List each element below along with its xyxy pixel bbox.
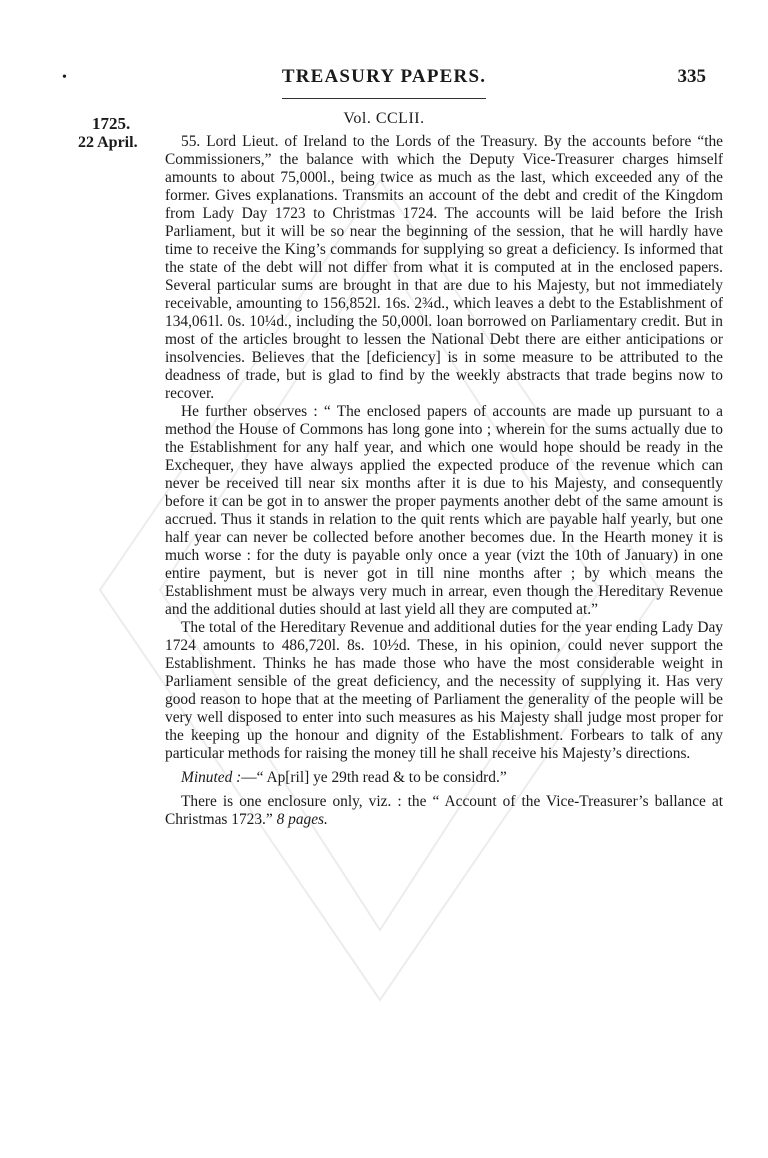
enclosure-pages: 8 pages. [276,811,328,828]
entry-paragraph-2: He further observes : “ The enclosed papers of accounts are made up pursuant to a method the House of Commons has long gone into ; wherein for the sums actually due to the Establishment for any half year, and which one would hope should be ready in the Exchequer, they have always applied the expected produce of the revenue which can never be received till near six months after it is due to his Majesty, and consequently before it can be got in to answer the proper payments another debt of the same amount is accrued. Thus it stands in relation to the quit rents which are payable half yearly, but one half year can never be collected before another becomes due. In the Hearth money it is much worse : for the duty is payable only once a year (vizt the 10th of January) in one entire payment, but is never got in till nine months after ; by which means the Establishment must be always very much in arrear, even though the Hereditary Revenue and the additional duties should at last yield all they are computed at.” [165,403,723,618]
page-number: 335 [677,66,706,87]
header-dot: • [62,70,67,85]
enclosure-text: There is one enclosure only, viz. : the “ Account of the Vice-Treasurer’s ballance at Christmas 1723.” [165,793,723,828]
entry-paragraph-1: 55. Lord Lieut. of Ireland to the Lords of the Treasury. By the accounts before “the Commissioners,” the balance with which the Deputy Vice-Treasurer charges himself amounts to about 75,000l., being twice as much as the last, which exceeded any of the former. Gives explanations. Transmits an account of the debt and credit of the Kingdom from Lady Day 1723 to Christmas 1724. The accounts will be laid before the Irish Parliament, but it will be so near the beginning of the session, that he will hardly have time to receive the King’s commands for supplying so great a deficiency. Is informed that the state of the debt will not differ from what it is computed at in the enclosed papers. Several particular sums are brought in that are due to his Majesty, but not immediately receivable, amounting to 156,852l. 16s. 2¾d., which leaves a debt to the Establishment of 134,061l. 0s. 10¼d., including the 50,000l. loan borrowed on Parliamentary credit. But in most of the articles brought to lessen the National Debt there are either anticipations or insolvencies. Believes that the [deficiency] is in some measure to be attributed to the deadness of trade, but is glad to find by the weekly abstracts that trade begins now to recover. [165,133,723,402]
margin-date: 22 April. [78,134,138,151]
enclosure-note [165,793,723,829]
minuted-text: —“ Ap[ril] ye 29th read & to be considrd.” [241,769,507,786]
entry-body [165,133,723,829]
margin-year: 1725. [92,114,131,133]
volume-heading: Vol. CCLII. [343,110,425,127]
minuted-label: Minuted : [181,769,242,786]
header-title: TREASURY PAPERS. [281,66,487,87]
header-rule [282,98,486,99]
minuted-line [165,769,723,787]
entry-paragraph-3: The total of the Hereditary Revenue and additional duties for the year ending Lady Day 1724 amounts to 486,720l. 8s. 10½d. These, in his opinion, could never support the Establishment. Thinks he has made those who have the most considerable weight in Parliament sensible of the great deficiency, and the necessity of supplying it. Has very good reason to hope that at the meeting of Parliament the generality of the people will be very well disposed to enter into such measures as his Majesty shall judge most proper for the keeping up the honour and dignity of the Establishment. Forbears to talk of any particular methods for raising the money till he shall receive his Majesty’s directions. [165,619,723,762]
running-head [0,66,768,90]
